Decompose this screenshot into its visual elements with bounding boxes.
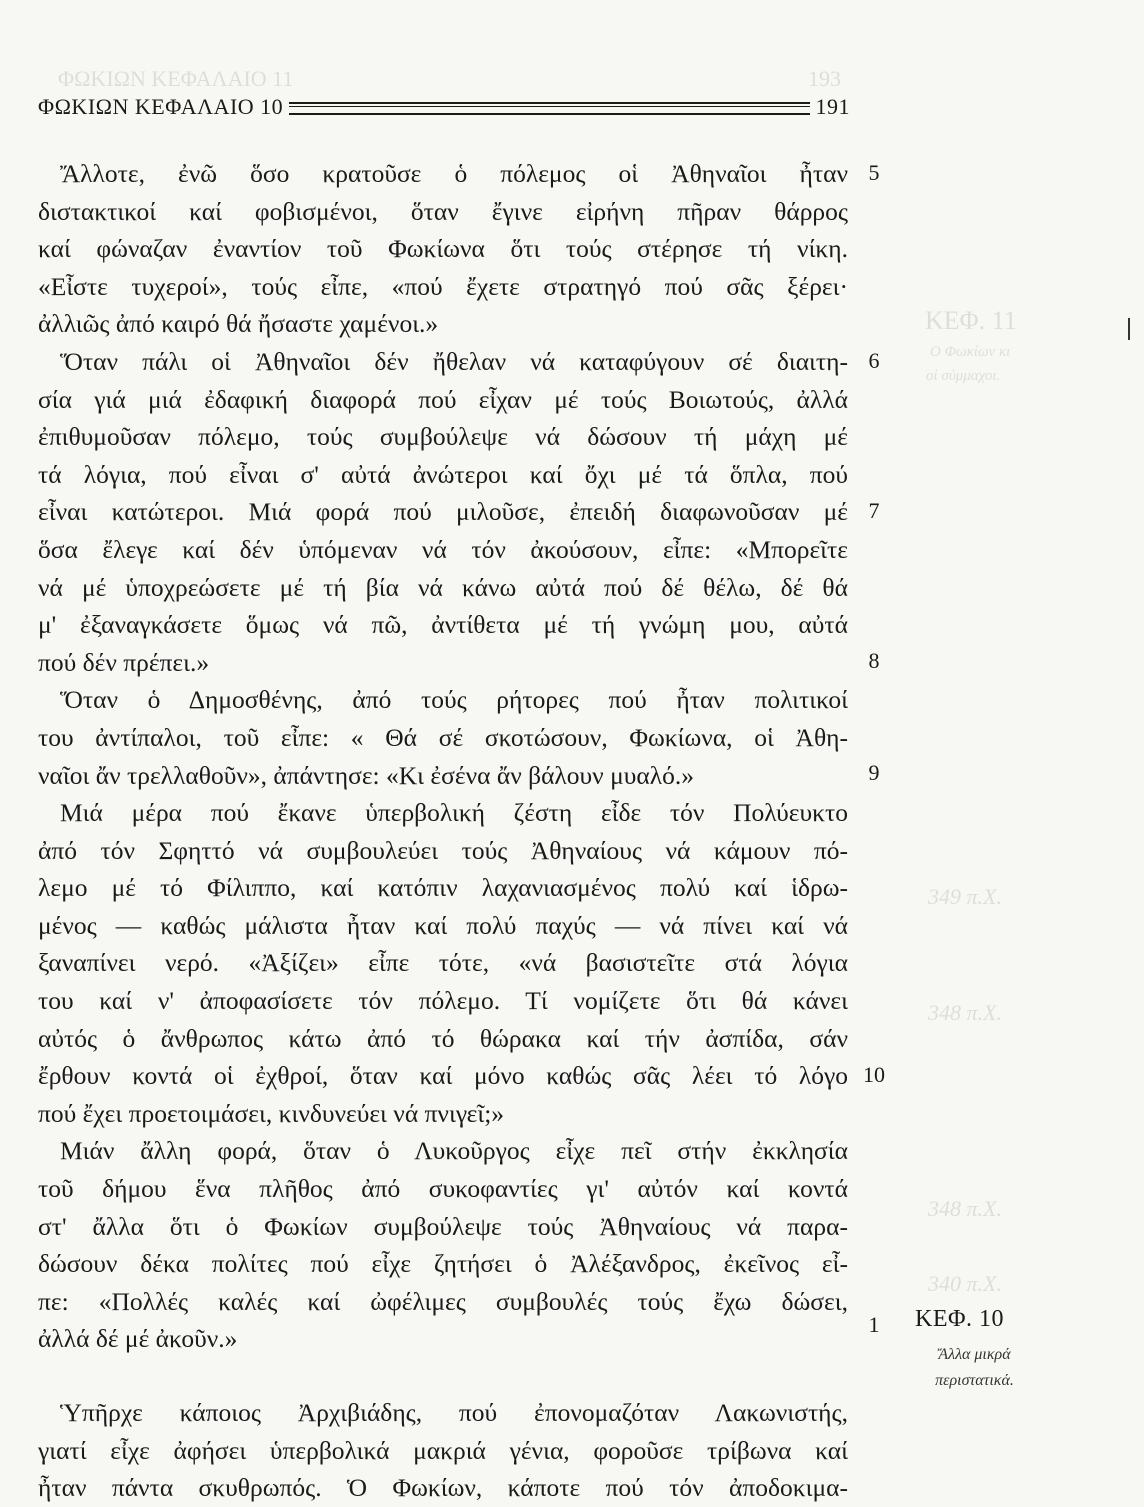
- header-page-number: 191: [815, 94, 850, 119]
- text-line: ὅσα ἔλεγε καί δέν ὑπόμεναν νά τόν ἀκούσουν, εἶπε: «Μπορεῖτε: [38, 534, 848, 564]
- text-line: λεμο μέ τό Φίλιππο, καί κατόπιν λαχανιασμένος πολύ καί ἱδρω-: [38, 873, 848, 903]
- margin-number: 9: [868, 760, 880, 785]
- margin-number: 10: [863, 1062, 885, 1087]
- text-line: Μιάν ἄλλη φορά, ὅταν ὁ Λυκοῦργος εἶχε πεῖ στήν ἐκκλησία: [60, 1136, 848, 1166]
- text-line: τοῦ δήμου ἕνα πλῆθος ἀπό συκοφαντίες γι' αὐτόν καί κοντά: [38, 1174, 848, 1204]
- header-title: ΦΩΚΙΩΝ ΚΕΦΑΛΑΙΟ 10: [38, 94, 284, 119]
- text-line: ξαναπίνει νερό. «Ἀξίζει» εἶπε τότε, «νά βασιστεῖτε στά λόγια: [38, 948, 848, 978]
- ghost-date-4: 340 π.Χ.: [928, 1271, 1002, 1296]
- running-header: [38, 92, 850, 122]
- text-line: διστακτικοί καί φοβισμένοι, ὅταν ἔγινε εἰρήνη πῆραν θάρρος: [38, 196, 848, 226]
- text-line: ἔρθουν κοντά οἱ ἐχθροί, ὅταν καί μόνο καθώς σᾶς λέει τό λόγο: [38, 1061, 848, 1091]
- ghost-chapter-sub-2: οἱ σύμμαχοι.: [926, 368, 1001, 384]
- text-line: εἶναι κατώτεροι. Μιά φορά πού μιλοῦσε, ἐπειδή διαφωνοῦσαν μέ: [38, 497, 848, 527]
- text-line: Μιά μέρα πού ἔκανε ὑπερβολική ζέστη εἶδε τόν Πολύευκτο: [60, 798, 848, 828]
- text-line: ἀπό τόν Σφηττό νά συμβουλεύει τούς Ἀθηναίους νά κάμουν πό-: [38, 835, 848, 865]
- margin-number: 5: [868, 160, 880, 185]
- section-gap: [38, 1358, 848, 1394]
- text-line: «Εἶστε τυχεροί», τούς εἶπε, «πού ἔχετε στρατηγό πού σᾶς ξέρει·: [38, 271, 848, 301]
- side-chapter-sub-1: Ἄλλα μικρά: [938, 1346, 1011, 1363]
- text-line: Ὅταν ὁ Δημοσθένης, ἀπό τούς ρήτορες πού ἦταν πολιτικοί: [60, 685, 848, 715]
- ghost-date-1: 349 π.Χ.: [928, 884, 1002, 909]
- ghost-top-header: ΦΩΚΙΩΝ ΚΕΦΑΛΑΙΟ 11: [58, 66, 294, 91]
- text-line: Ἄλλοτε, ἐνῶ ὅσο κρατοῦσε ὁ πόλεμος οἱ Ἀθηναῖοι ἦταν: [60, 159, 848, 188]
- text-line: σία γιά μιά ἐδαφική διαφορά πού εἶχαν μέ τούς Βοιωτούς, ἀλλά: [38, 384, 848, 414]
- text-line: γιατί εἶχε ἀφήσει ὑπερβολικά μακριά γένια, φοροῦσε τρίβωνα καί: [38, 1435, 848, 1465]
- side-chapter-sub-2: περιστατικά.: [935, 1372, 1014, 1389]
- text-line: ἀλλιῶς ἀπό καιρό θά ἤσαστε χαμένοι.»: [38, 309, 439, 339]
- text-line: τά λόγια, πού εἶναι σ' αὐτά ἀνώτεροι καί ὄχι μέ τά ὅπλα, πού: [38, 459, 848, 489]
- text-line: αὐτός ὁ ἄνθρωπος κάτω ἀπό τό θώρακα καί τήν ἀσπίδα, σάν: [38, 1023, 848, 1053]
- side-chapter-title: ΚΕΦ. 10: [915, 1306, 1005, 1332]
- text-line: μένος — καθώς μάλιστα ἦταν καί πολύ παχύς — νά πίνει καί νά: [38, 910, 848, 940]
- text-line: ἦταν πάντα σκυθρωπός. Ὁ Φωκίων, κάποτε πού τόν ἀποδοκιμα-: [38, 1473, 848, 1503]
- margin-number: 8: [868, 648, 880, 673]
- text-line: ναῖοι ἄν τρελλαθοῦν», ἀπάντησε: «Κι ἐσένα ἄν βάλουν μυαλό.»: [38, 760, 694, 790]
- ghost-chapter: ΚΕΦ. 11: [925, 306, 1017, 335]
- margin-number: 1: [868, 1312, 880, 1337]
- text-line: καί φώναζαν ἐναντίον τοῦ Φωκίωνα ὅτι τούς στέρησε τή νίκη.: [38, 234, 848, 264]
- page-edge-mark: [1128, 318, 1130, 340]
- ghost-date-2: 348 π.Χ.: [928, 1000, 1002, 1025]
- text-line: πού δέν πρέπει.»: [38, 647, 210, 677]
- margin-number: 6: [868, 348, 880, 373]
- text-line: ἀλλά δέ μέ ἀκοῦν.»: [38, 1324, 238, 1354]
- body-text: [38, 155, 848, 1507]
- ghost-chapter-sub-1: Ο Φωκίων κι: [930, 344, 1011, 360]
- text-line: πού ἔχει προετοιμάσει, κινδυνεύει νά πνιγεῖ;»: [38, 1098, 505, 1128]
- text-line: Ὅταν πάλι οἱ Ἀθηναῖοι δέν ἤθελαν νά καταφύγουν σέ διαιτη-: [60, 346, 848, 376]
- text-line: του ἀντίπαλοι, τοῦ εἶπε: « Θά σέ σκοτώσουν, Φωκίωνα, οἱ Ἀθη-: [38, 722, 848, 752]
- ghost-top-page: 193: [808, 66, 841, 91]
- text-line: του καί ν' ἀποφασίσετε τόν πόλεμο. Τί νομίζετε ὅτι θά κάνει: [38, 986, 848, 1016]
- text-line: νά μέ ὑποχρεώσετε μέ τή βία νά κάνω αὐτά πού δέ θέλω, δέ θά: [38, 572, 848, 602]
- text-line: στ' ἄλλα ὅτι ὁ Φωκίων συμβούλεψε τούς Ἀθηναίους νά παρα-: [38, 1211, 848, 1241]
- text-line: ἐπιθυμοῦσαν πόλεμο, τούς συμβούλεψε νά δώσουν τή μάχη μέ: [38, 422, 848, 452]
- ghost-date-3: 348 π.Χ.: [928, 1196, 1002, 1221]
- text-line: δώσουν δέκα πολίτες πού εἶχε ζητήσει ὁ Ἀλέξανδρος, ἐκεῖνος εἶ-: [38, 1249, 848, 1279]
- margin-number: 7: [868, 498, 880, 523]
- text-line: πε: «Πολλές καλές καί ὠφέλιμες συμβουλές τούς ἔχω δώσει,: [38, 1286, 848, 1316]
- header-rule: [289, 102, 809, 115]
- text-line: Ὑπῆρχε κάποιος Ἀρχιβιάδης, πού ἐπονομαζόταν Λακωνιστής,: [60, 1398, 848, 1427]
- text-line: μ' ἐξαναγκάσετε ὅμως νά πῶ, ἀντίθετα μέ τή γνώμη μου, αὐτά: [38, 610, 848, 640]
